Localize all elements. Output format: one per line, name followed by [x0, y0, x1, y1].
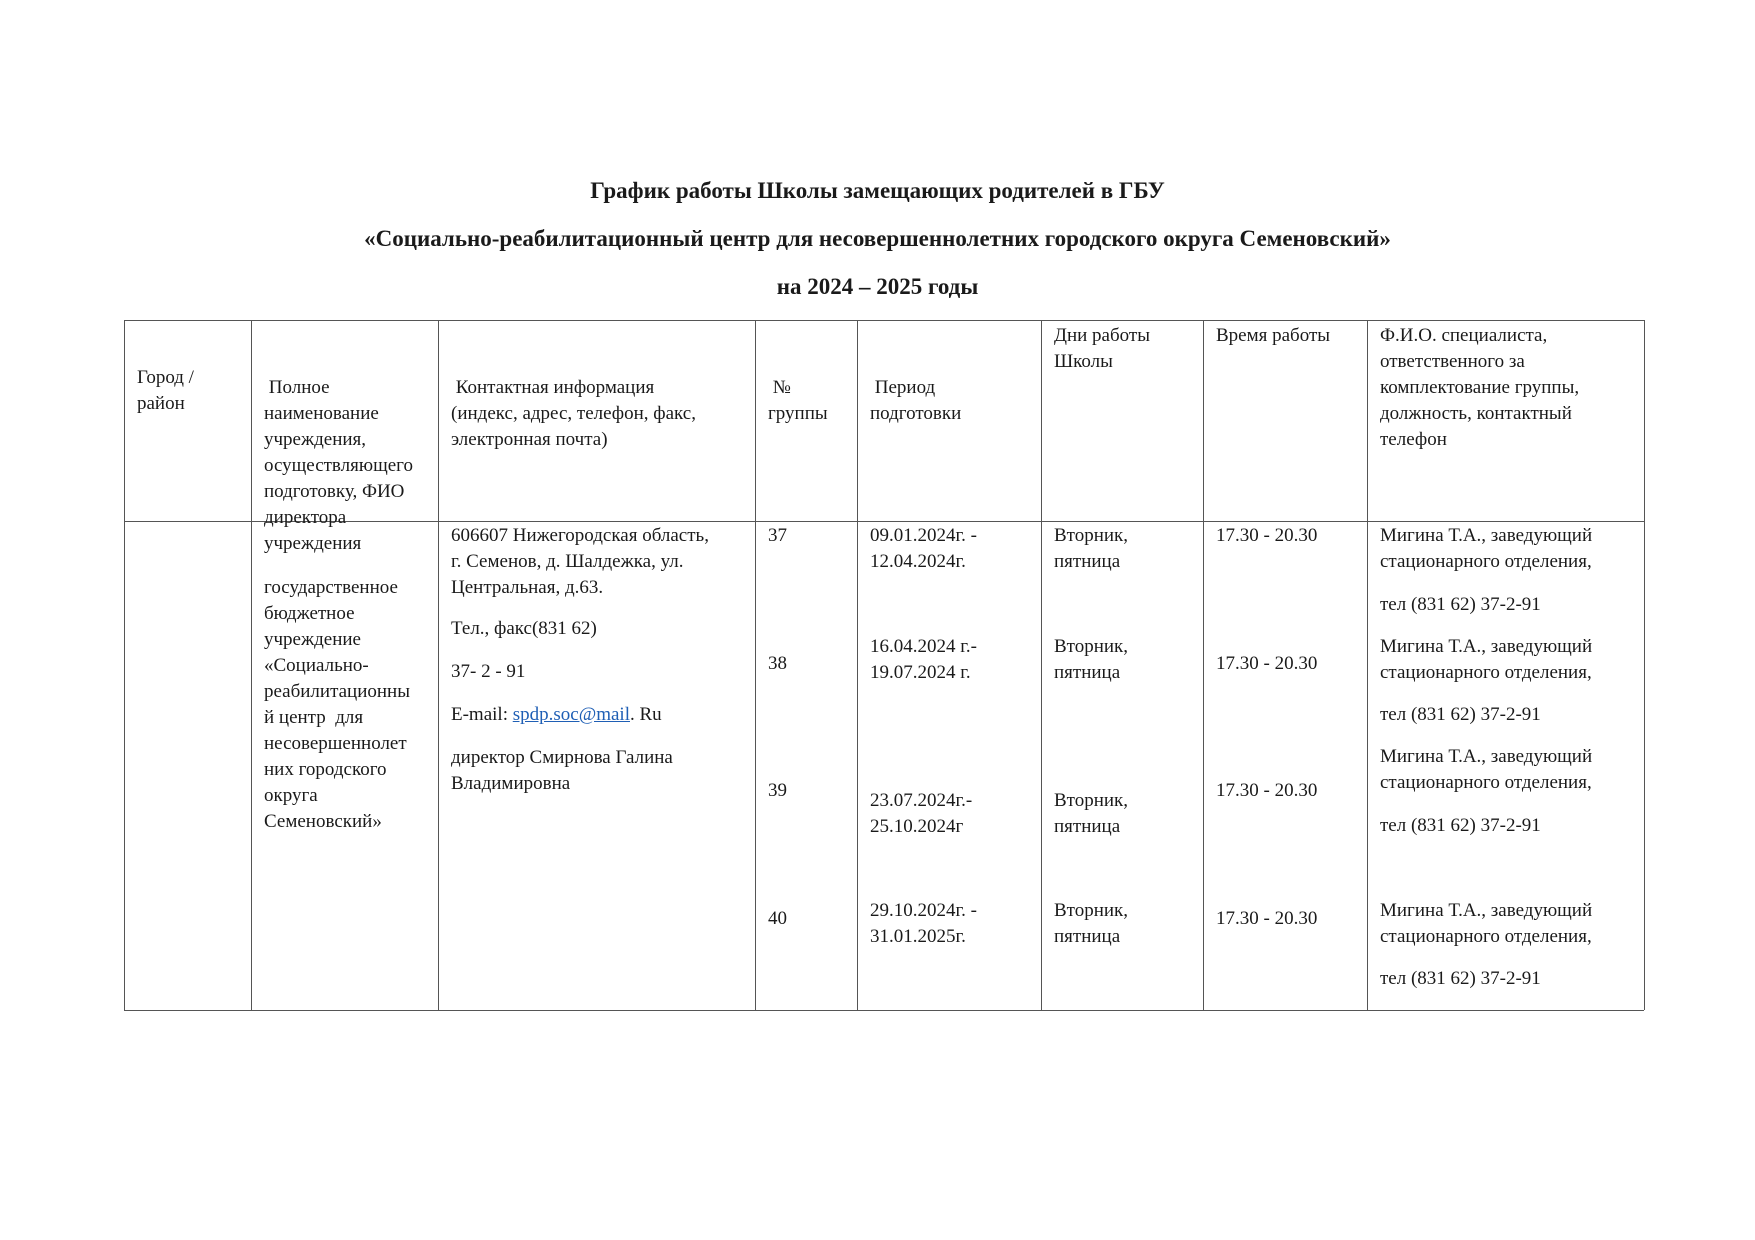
work-time: 17.30 - 20.30 [1216, 653, 1318, 674]
column-border [124, 320, 125, 1010]
email-label: E-mail: [451, 704, 513, 725]
work-days: Вторник, пятница [1054, 525, 1129, 572]
period-dates: 29.10.2024г. - 31.01.2025г. [870, 900, 977, 947]
contact-address: 606607 Нижегородская область, г. Семенов, д. Шалдежка, ул. Центральная, д.63. [451, 525, 709, 598]
column-border [251, 320, 252, 1010]
column-border [438, 320, 439, 1010]
page-title-line-3: на 2024 – 2025 годы [776, 274, 979, 299]
specialist-name: Мигина Т.А., заведующий стационарного отделения, [1380, 900, 1593, 947]
column-border [755, 320, 756, 1010]
period-dates: 09.01.2024г. - 12.04.2024г. [870, 525, 977, 572]
period-dates: 16.04.2024 г.- 19.07.2024 г. [870, 636, 977, 683]
email-link[interactable]: spdp.soc@mail [512, 704, 630, 725]
specialist-phone: тел (831 62) 37-2-91 [1380, 594, 1541, 615]
work-time: 17.30 - 20.30 [1216, 908, 1318, 929]
page-title-line-2: «Социально-реабилитационный центр для несовершеннолетних городского округа Семеновский» [364, 226, 1391, 251]
table-top-border [124, 320, 1644, 321]
column-border [1644, 320, 1645, 1010]
work-time: 17.30 - 20.30 [1216, 525, 1318, 546]
specialist-phone: тел (831 62) 37-2-91 [1380, 815, 1541, 836]
column-border [1041, 320, 1042, 1010]
institution-name: государственное бюджетное учреждение «Социально- реабилитационны й центр для несовершеннолет них городского округа Семеновский» [264, 577, 410, 832]
contact-phone-fax-label: Тел., факс(831 62) [451, 618, 597, 639]
group-number: 39 [768, 780, 787, 801]
header-specialist: Ф.И.О. специалиста, ответственного за комплектование группы, должность, контактный телефон [1380, 325, 1580, 450]
group-number: 38 [768, 653, 787, 674]
column-border [1367, 320, 1368, 1010]
work-days: Вторник, пятница [1054, 790, 1129, 837]
header-institution: Полное наименование учреждения, осуществляющего подготовку, ФИО директора учреждения [264, 377, 413, 554]
email-suffix: . Ru [629, 704, 662, 725]
header-group-number: № группы [768, 377, 828, 424]
header-time: Время работы [1216, 325, 1331, 346]
work-days: Вторник, пятница [1054, 636, 1129, 683]
contact-phone-number: 37- 2 - 91 [451, 661, 526, 682]
specialist-name: Мигина Т.А., заведующий стационарного отделения, [1380, 636, 1593, 683]
table-bottom-border [124, 1010, 1644, 1011]
group-number: 37 [768, 525, 787, 546]
column-border [1203, 320, 1204, 1010]
page-title-line-1: График работы Школы замещающих родителей в ГБУ [590, 178, 1165, 203]
work-time: 17.30 - 20.30 [1216, 780, 1318, 801]
group-number: 40 [768, 908, 787, 929]
specialist-name: Мигина Т.А., заведующий стационарного отделения, [1380, 525, 1593, 572]
header-days: Дни работы Школы [1054, 325, 1150, 372]
contact-email [451, 702, 662, 728]
contact-director: директор Смирнова Галина Владимировна [451, 747, 673, 794]
column-border [857, 320, 858, 1010]
period-dates: 23.07.2024г.- 25.10.2024г [870, 790, 973, 837]
specialist-phone: тел (831 62) 37-2-91 [1380, 968, 1541, 989]
header-city: Город / район [137, 367, 194, 414]
header-period: Период подготовки [870, 377, 962, 424]
header-contacts: Контактная информация (индекс, адрес, телефон, факс, электронная почта) [451, 377, 696, 450]
specialist-phone: тел (831 62) 37-2-91 [1380, 704, 1541, 725]
work-days: Вторник, пятница [1054, 900, 1129, 947]
specialist-name: Мигина Т.А., заведующий стационарного отделения, [1380, 746, 1593, 793]
